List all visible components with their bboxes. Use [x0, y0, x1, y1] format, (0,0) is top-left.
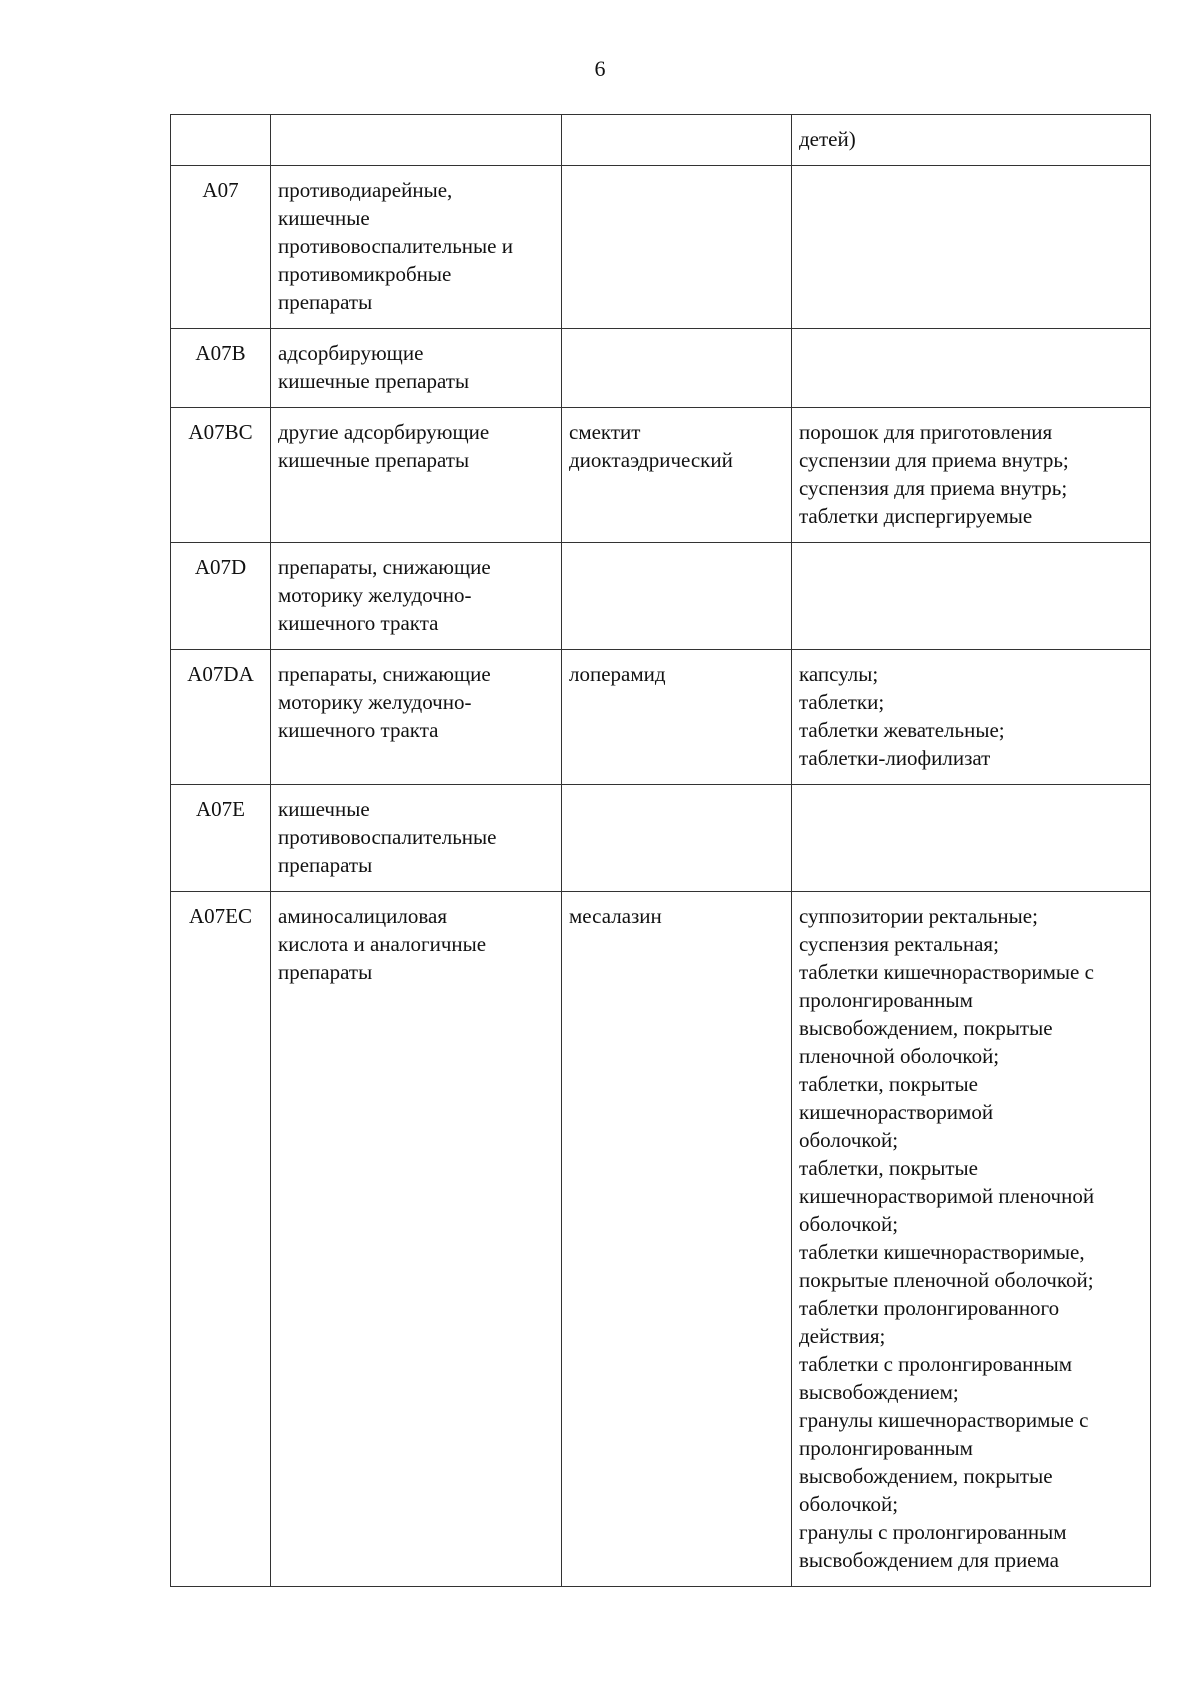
cell-text-line: кишечного тракта [278, 611, 439, 635]
atc-code-cell: А07В [171, 329, 271, 408]
atc-code-cell: А07ВС [171, 408, 271, 543]
dosage-forms-cell [792, 329, 1151, 408]
cell-text-line: противовоспалительные [278, 825, 497, 849]
atc-code-cell [171, 115, 271, 166]
cell-text-line: оболочкой; [799, 1492, 899, 1516]
atc-code-cell: А07 [171, 166, 271, 329]
table-row [171, 329, 1151, 408]
cell-text-line: суспензия для приема внутрь; [799, 476, 1068, 500]
cell-text-line: кишечные препараты [278, 448, 470, 472]
cell-text-line: препараты [278, 290, 373, 314]
drug-name-cell [562, 115, 792, 166]
cell-text-line: препараты [278, 853, 373, 877]
cell-text-line: оболочкой; [799, 1128, 899, 1152]
dosage-forms-cell [792, 543, 1151, 650]
atc-group-cell [271, 650, 562, 785]
cell-text-line: высвобождением, покрытые [799, 1464, 1053, 1488]
table-row [171, 543, 1151, 650]
cell-text-line: препараты, снижающие [278, 555, 491, 579]
table-row [171, 166, 1151, 329]
atc-group-cell [271, 329, 562, 408]
cell-text-line: таблетки диспергируемые [799, 504, 1033, 528]
cell-text-line: препараты, снижающие [278, 662, 491, 686]
atc-code-cell: А07DA [171, 650, 271, 785]
cell-text-line: таблетки пролонгированного [799, 1296, 1060, 1320]
cell-text-line: таблетки, покрытые [799, 1156, 978, 1180]
cell-text-line: другие адсорбирующие [278, 420, 490, 444]
cell-text-line: суспензия ректальная; [799, 932, 999, 956]
drug-name-cell [562, 166, 792, 329]
cell-text-line: кишечного тракта [278, 718, 439, 742]
dosage-forms-cell [792, 408, 1151, 543]
atc-group-cell [271, 892, 562, 1587]
cell-text-line: оболочкой; [799, 1212, 899, 1236]
cell-text-line: месалазин [569, 904, 662, 928]
atc-group-cell [271, 785, 562, 892]
dosage-forms-cell [792, 650, 1151, 785]
cell-text-line: моторику желудочно- [278, 583, 472, 607]
cell-text-line: кишечные [278, 797, 370, 821]
cell-text-line: гранулы с пролонгированным [799, 1520, 1067, 1544]
page-number: 6 [594, 56, 606, 81]
drug-name-cell [562, 329, 792, 408]
drug-name-cell [562, 543, 792, 650]
cell-text-line: аминосалициловая [278, 904, 447, 928]
dosage-forms-cell [792, 115, 1151, 166]
drug-classification-table [170, 114, 1151, 1587]
cell-text-line: пленочной оболочкой; [799, 1044, 1000, 1068]
cell-text-line: высвобождением; [799, 1380, 959, 1404]
atc-code-cell: А07D [171, 543, 271, 650]
dosage-forms-cell [792, 166, 1151, 329]
atc-code-cell: А07ЕС [171, 892, 271, 1587]
cell-text-line: противомикробные [278, 262, 452, 286]
atc-group-cell [271, 408, 562, 543]
cell-text-line: капсулы; [799, 662, 879, 686]
cell-text-line: противовоспалительные и [278, 234, 513, 258]
drug-name-cell [562, 785, 792, 892]
cell-text-line: суспензии для приема внутрь; [799, 448, 1069, 472]
cell-text-line: порошок для приготовления [799, 420, 1053, 444]
cell-text-line: адсорбирующие [278, 341, 424, 365]
cell-text-line: таблетки с пролонгированным [799, 1352, 1073, 1376]
cell-text-line: противодиарейные, [278, 178, 453, 202]
atc-group-cell [271, 166, 562, 329]
table-row [171, 408, 1151, 543]
cell-text-line: кишечнорастворимой пленочной [799, 1184, 1095, 1208]
cell-text-line: кислота и аналогичные [278, 932, 487, 956]
cell-text-line: гранулы кишечнорастворимые с [799, 1408, 1089, 1432]
drug-name-cell [562, 650, 792, 785]
cell-text-line: кишечные препараты [278, 369, 470, 393]
atc-group-cell [271, 115, 562, 166]
cell-text-line: таблетки кишечнорастворимые, [799, 1240, 1085, 1264]
dosage-forms-cell [792, 892, 1151, 1587]
table-row [171, 650, 1151, 785]
cell-text-line: таблетки кишечнорастворимые с [799, 960, 1094, 984]
cell-text-line: таблетки; [799, 690, 885, 714]
cell-text-line: моторику желудочно- [278, 690, 472, 714]
cell-text-line: таблетки жевательные; [799, 718, 1005, 742]
table-row [171, 115, 1151, 166]
atc-group-cell [271, 543, 562, 650]
cell-text-line: высвобождением, покрытые [799, 1016, 1053, 1040]
cell-text-line: препараты [278, 960, 373, 984]
table-row [171, 785, 1151, 892]
table-row [171, 892, 1151, 1587]
drug-name-cell [562, 892, 792, 1587]
cell-text-line: диоктаэдрический [569, 448, 733, 472]
drug-name-cell [562, 408, 792, 543]
atc-code-cell: А07Е [171, 785, 271, 892]
cell-text-line: кишечнорастворимой [799, 1100, 994, 1124]
cell-text-line: таблетки, покрытые [799, 1072, 978, 1096]
cell-text-line: высвобождением для приема [799, 1548, 1059, 1572]
cell-text-line: смектит [569, 420, 641, 444]
table-body [171, 115, 1151, 1587]
cell-text-line: кишечные [278, 206, 370, 230]
cell-text-line: лоперамид [569, 662, 666, 686]
cell-text-line: таблетки-лиофилизат [799, 746, 991, 770]
cell-text-line: покрытые пленочной оболочкой; [799, 1268, 1094, 1292]
cell-text-line: пролонгированным [799, 1436, 973, 1460]
cell-text-line: детей) [799, 127, 856, 151]
cell-text-line: суппозитории ректальные; [799, 904, 1038, 928]
cell-text-line: пролонгированным [799, 988, 973, 1012]
cell-text-line: действия; [799, 1324, 886, 1348]
dosage-forms-cell [792, 785, 1151, 892]
